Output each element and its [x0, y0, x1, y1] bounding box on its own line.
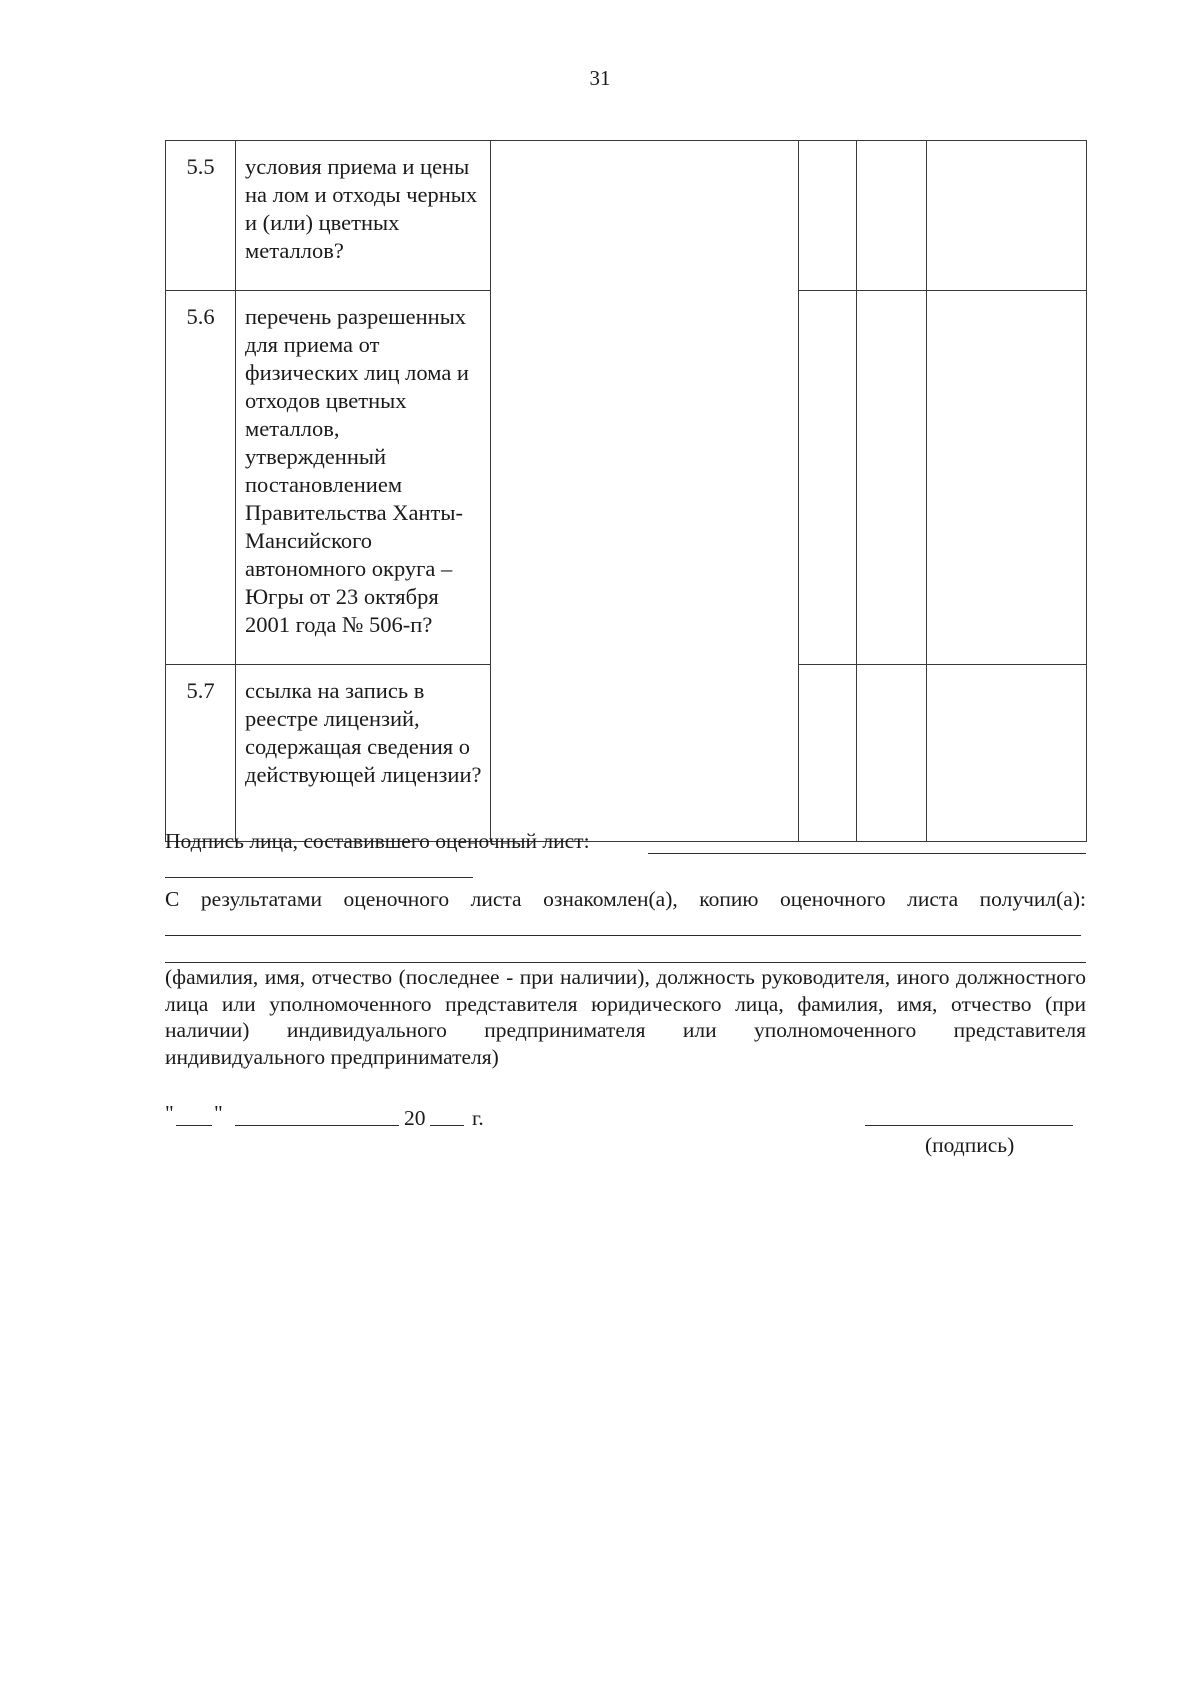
- mark-cell-no: [857, 665, 927, 842]
- mark-cell-yes: [799, 141, 857, 291]
- page-number: 31: [589, 66, 611, 90]
- comment-cell: [927, 665, 1087, 842]
- row-number: 5.6: [166, 291, 236, 665]
- date-open-quote: ": [165, 1101, 174, 1125]
- comment-cell: [927, 141, 1087, 291]
- checklist-table: [165, 140, 1087, 842]
- signature-line: [865, 1125, 1073, 1126]
- date-close-quote: ": [214, 1101, 223, 1125]
- answer-cell: [491, 141, 799, 842]
- acquainted-line-1: [165, 935, 1081, 936]
- row-question: ссылка на запись в реестре лицензий, содержащая сведения о действующей лицензии?: [236, 665, 491, 842]
- date-month-line: [235, 1125, 399, 1126]
- row-number: 5.5: [166, 141, 236, 291]
- date-day-line: [176, 1125, 212, 1126]
- date-year-suffix: г.: [472, 1106, 484, 1130]
- mark-cell-yes: [799, 665, 857, 842]
- table-row: [166, 141, 1087, 291]
- acquainted-line-2: [165, 962, 1086, 963]
- row-number: 5.7: [166, 665, 236, 842]
- compiler-signature-line: [648, 853, 1086, 854]
- compiler-name-line: [165, 877, 473, 878]
- compiler-signature-label: Подпись лица, составившего оценочный лист:: [165, 829, 590, 853]
- acquainted-label: С результатами оценочного листа ознакомлен(а), копию оценочного листа получил(а):: [165, 887, 1086, 911]
- row-question: перечень разрешенных для приема от физических лиц лома и отходов цветных металлов, утвержденный постановлением Правительства Ханты-Мансийского автономного округа – Югры от 23 октября 2001 года № 506-п?: [236, 291, 491, 665]
- comment-cell: [927, 291, 1087, 665]
- row-question: условия приема и цены на лом и отходы черных и (или) цветных металлов?: [236, 141, 491, 291]
- mark-cell-yes: [799, 291, 857, 665]
- acquainted-note: (фамилия, имя, отчество (последнее - при наличии), должность руководителя, иного должностного лица или уполномоченного представителя юридического лица, фамилия, имя, отчество (при наличии) индивидуального предпринимателя или уполномоченного представителя индивидуального предпринимателя): [165, 965, 1086, 1069]
- date-year-prefix: 20: [404, 1106, 426, 1130]
- signature-caption: (подпись): [925, 1133, 1015, 1157]
- mark-cell-no: [857, 141, 927, 291]
- mark-cell-no: [857, 291, 927, 665]
- date-year-line: [430, 1125, 464, 1126]
